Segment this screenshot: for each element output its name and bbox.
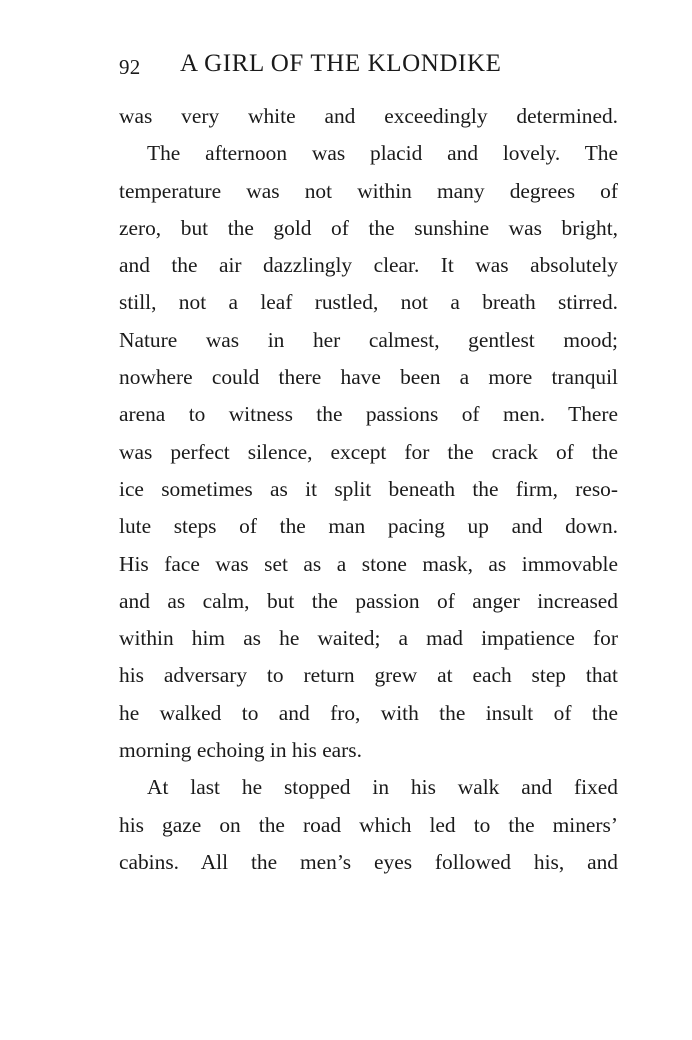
text-line: lute steps of the man pacing up and down. <box>119 514 618 539</box>
body-text <box>119 98 618 881</box>
text-line: was very white and exceedingly determined. <box>119 104 618 128</box>
text-line: morning echoing in his ears. <box>119 738 362 763</box>
text-line: and the air dazzlingly clear. It was absolutely <box>119 253 618 278</box>
page-header <box>119 50 619 84</box>
text-line: zero, but the gold of the sunshine was bright, <box>119 215 618 240</box>
page-number: 92 <box>119 55 141 79</box>
text-line: within him as he waited; a mad impatience for <box>119 626 618 651</box>
running-title: A GIRL OF THE KLONDIKE <box>180 50 502 77</box>
text-line: His face was set as a stone mask, as immovable <box>119 551 618 576</box>
text-line: ice sometimes as it split beneath the firm, reso- <box>119 476 618 501</box>
text-line: temperature was not within many degrees of <box>119 178 618 203</box>
text-line: still, not a leaf rustled, not a breath stirred. <box>119 290 618 315</box>
text-line: and as calm, but the passion of anger increased <box>119 588 618 613</box>
text-line: his gaze on the road which led to the miners’ <box>119 812 618 837</box>
text-line: his adversary to return grew at each step that <box>119 663 618 688</box>
text-line: At last he stopped in his walk and fixed <box>147 775 618 800</box>
text-line: arena to witness the passions of men. There <box>119 402 618 427</box>
text-line: he walked to and fro, with the insult of the <box>119 700 618 725</box>
text-line: Nature was in her calmest, gentlest mood; <box>119 327 618 352</box>
text-line: cabins. All the men’s eyes followed his, and <box>119 849 618 874</box>
text-line: was perfect silence, except for the crack of the <box>119 439 618 464</box>
text-line: nowhere could there have been a more tranquil <box>119 365 618 390</box>
text-line: The afternoon was placid and lovely. The <box>147 141 618 166</box>
